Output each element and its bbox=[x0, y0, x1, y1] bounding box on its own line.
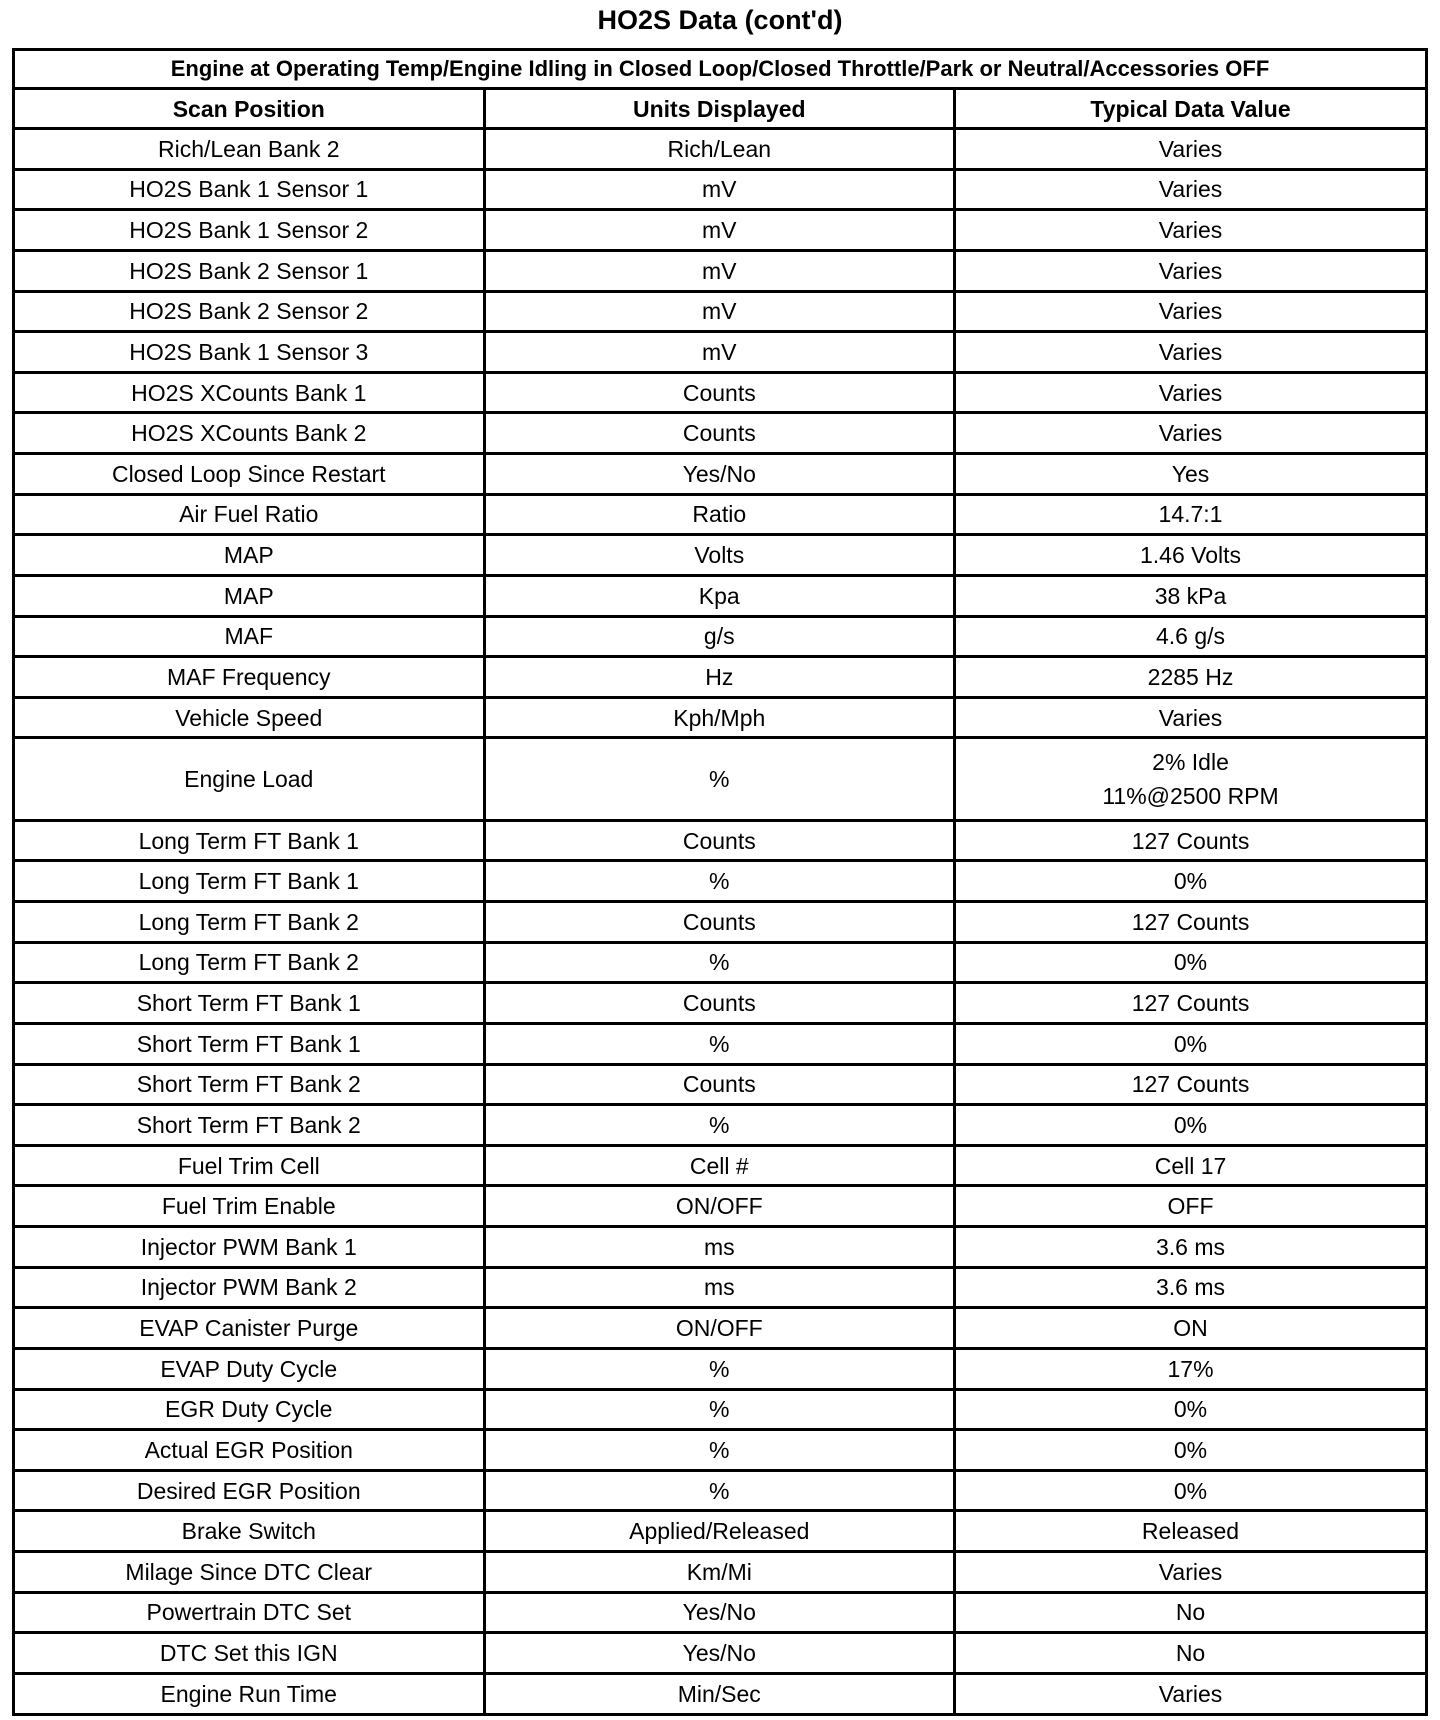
cell-units-displayed: ON/OFF bbox=[484, 1186, 955, 1227]
table-row bbox=[14, 738, 1427, 820]
table-row bbox=[14, 210, 1427, 251]
cell-units-displayed: mV bbox=[484, 169, 955, 210]
cell-units-displayed: Kpa bbox=[484, 575, 955, 616]
cell-scan-position: EVAP Canister Purge bbox=[14, 1308, 485, 1349]
cell-typical-value: 2285 Hz bbox=[955, 657, 1427, 698]
table-row bbox=[14, 820, 1427, 861]
table-row bbox=[14, 1348, 1427, 1389]
cell-scan-position: HO2S Bank 1 Sensor 3 bbox=[14, 332, 485, 373]
cell-scan-position: Vehicle Speed bbox=[14, 697, 485, 738]
cell-units-displayed: Yes/No bbox=[484, 1633, 955, 1674]
ho2s-data-table bbox=[12, 48, 1428, 1716]
cell-units-displayed: Counts bbox=[484, 983, 955, 1024]
table-row bbox=[14, 535, 1427, 576]
cell-scan-position: Long Term FT Bank 2 bbox=[14, 942, 485, 983]
cell-units-displayed: % bbox=[484, 1430, 955, 1471]
table-row bbox=[14, 291, 1427, 332]
cell-scan-position: Injector PWM Bank 2 bbox=[14, 1267, 485, 1308]
cell-scan-position: Short Term FT Bank 2 bbox=[14, 1105, 485, 1146]
cell-scan-position: HO2S Bank 2 Sensor 2 bbox=[14, 291, 485, 332]
cell-units-displayed: % bbox=[484, 1470, 955, 1511]
cell-typical-value: 4.6 g/s bbox=[955, 616, 1427, 657]
cell-typical-value: Varies bbox=[955, 210, 1427, 251]
cell-scan-position: Actual EGR Position bbox=[14, 1430, 485, 1471]
condition-row bbox=[14, 50, 1427, 89]
cell-typical-value: 127 Counts bbox=[955, 902, 1427, 943]
cell-typical-value: 0% bbox=[955, 1470, 1427, 1511]
cell-scan-position: MAF bbox=[14, 616, 485, 657]
table-row bbox=[14, 1430, 1427, 1471]
cell-typical-value: 0% bbox=[955, 1389, 1427, 1430]
table-row bbox=[14, 494, 1427, 535]
cell-scan-position: DTC Set this IGN bbox=[14, 1633, 485, 1674]
cell-scan-position: MAF Frequency bbox=[14, 657, 485, 698]
column-header-scan-position: Scan Position bbox=[14, 89, 485, 129]
cell-typical-value: 127 Counts bbox=[955, 820, 1427, 861]
cell-units-displayed: % bbox=[484, 738, 955, 820]
cell-typical-value: 127 Counts bbox=[955, 1064, 1427, 1105]
cell-units-displayed: Counts bbox=[484, 1064, 955, 1105]
cell-scan-position: Desired EGR Position bbox=[14, 1470, 485, 1511]
cell-units-displayed: % bbox=[484, 861, 955, 902]
cell-scan-position: Short Term FT Bank 1 bbox=[14, 983, 485, 1024]
cell-typical-value: Varies bbox=[955, 1552, 1427, 1593]
table-row bbox=[14, 1105, 1427, 1146]
cell-typical-value-line: 11%@2500 RPM bbox=[1102, 783, 1279, 810]
cell-units-displayed: Min/Sec bbox=[484, 1673, 955, 1714]
cell-units-displayed: g/s bbox=[484, 616, 955, 657]
cell-units-displayed: Counts bbox=[484, 820, 955, 861]
column-header-row bbox=[14, 89, 1427, 129]
cell-scan-position: Engine Run Time bbox=[14, 1673, 485, 1714]
table-row bbox=[14, 250, 1427, 291]
cell-typical-value: 0% bbox=[955, 861, 1427, 902]
condition-text: Engine at Operating Temp/Engine Idling in Closed Loop/Closed Throttle/Park or Neutral/Accessories OFF bbox=[14, 50, 1427, 89]
page-title: HO2S Data (cont'd) bbox=[597, 5, 843, 35]
table-row bbox=[14, 1064, 1427, 1105]
table-row bbox=[14, 575, 1427, 616]
cell-typical-value: 38 kPa bbox=[955, 575, 1427, 616]
cell-scan-position: MAP bbox=[14, 535, 485, 576]
cell-typical-value: 0% bbox=[955, 1430, 1427, 1471]
cell-scan-position: Fuel Trim Enable bbox=[14, 1186, 485, 1227]
cell-typical-value: Varies bbox=[955, 169, 1427, 210]
cell-units-displayed: % bbox=[484, 942, 955, 983]
cell-scan-position: Closed Loop Since Restart bbox=[14, 454, 485, 495]
cell-units-displayed: Counts bbox=[484, 902, 955, 943]
cell-units-displayed: Rich/Lean bbox=[484, 129, 955, 170]
table-row bbox=[14, 1633, 1427, 1674]
cell-scan-position: Injector PWM Bank 1 bbox=[14, 1227, 485, 1268]
table-row bbox=[14, 1227, 1427, 1268]
cell-units-displayed: % bbox=[484, 1348, 955, 1389]
cell-units-displayed: Counts bbox=[484, 372, 955, 413]
cell-scan-position: Brake Switch bbox=[14, 1511, 485, 1552]
cell-typical-value bbox=[955, 738, 1427, 820]
cell-scan-position: MAP bbox=[14, 575, 485, 616]
cell-units-displayed: Kph/Mph bbox=[484, 697, 955, 738]
table-row bbox=[14, 697, 1427, 738]
cell-units-displayed: Ratio bbox=[484, 494, 955, 535]
cell-units-displayed: ms bbox=[484, 1267, 955, 1308]
cell-typical-value: Varies bbox=[955, 372, 1427, 413]
cell-typical-value-line: 2% Idle bbox=[1152, 749, 1229, 776]
cell-typical-value: Varies bbox=[955, 332, 1427, 373]
cell-units-displayed: ON/OFF bbox=[484, 1308, 955, 1349]
cell-typical-value: Varies bbox=[955, 697, 1427, 738]
table-row bbox=[14, 616, 1427, 657]
cell-typical-value: Varies bbox=[955, 1673, 1427, 1714]
table-row bbox=[14, 942, 1427, 983]
cell-typical-value: 0% bbox=[955, 942, 1427, 983]
cell-scan-position: HO2S Bank 1 Sensor 2 bbox=[14, 210, 485, 251]
table-row bbox=[14, 332, 1427, 373]
cell-units-displayed: Cell # bbox=[484, 1145, 955, 1186]
cell-typical-value: 14.7:1 bbox=[955, 494, 1427, 535]
cell-scan-position: Air Fuel Ratio bbox=[14, 494, 485, 535]
table-row bbox=[14, 861, 1427, 902]
cell-scan-position: HO2S Bank 1 Sensor 1 bbox=[14, 169, 485, 210]
cell-scan-position: Long Term FT Bank 1 bbox=[14, 820, 485, 861]
cell-typical-value: No bbox=[955, 1633, 1427, 1674]
cell-typical-value: 127 Counts bbox=[955, 983, 1427, 1024]
table-row bbox=[14, 129, 1427, 170]
cell-typical-value: Yes bbox=[955, 454, 1427, 495]
cell-scan-position: Short Term FT Bank 1 bbox=[14, 1023, 485, 1064]
cell-typical-value: No bbox=[955, 1592, 1427, 1633]
cell-typical-value: 3.6 ms bbox=[955, 1267, 1427, 1308]
table-row bbox=[14, 413, 1427, 454]
cell-scan-position: HO2S XCounts Bank 1 bbox=[14, 372, 485, 413]
cell-scan-position: Long Term FT Bank 1 bbox=[14, 861, 485, 902]
cell-units-displayed: ms bbox=[484, 1227, 955, 1268]
cell-units-displayed: % bbox=[484, 1023, 955, 1064]
table-row bbox=[14, 1145, 1427, 1186]
table-row bbox=[14, 1470, 1427, 1511]
cell-units-displayed: Counts bbox=[484, 413, 955, 454]
cell-units-displayed: mV bbox=[484, 250, 955, 291]
cell-typical-value: 0% bbox=[955, 1023, 1427, 1064]
cell-scan-position: Short Term FT Bank 2 bbox=[14, 1064, 485, 1105]
cell-units-displayed: mV bbox=[484, 210, 955, 251]
table-row bbox=[14, 902, 1427, 943]
table-row bbox=[14, 1308, 1427, 1349]
table-row bbox=[14, 1673, 1427, 1714]
cell-typical-value: Varies bbox=[955, 129, 1427, 170]
column-header-units-displayed: Units Displayed bbox=[484, 89, 955, 129]
column-header-typical-value: Typical Data Value bbox=[955, 89, 1427, 129]
cell-typical-value: 3.6 ms bbox=[955, 1227, 1427, 1268]
cell-scan-position: Long Term FT Bank 2 bbox=[14, 902, 485, 943]
cell-scan-position: Rich/Lean Bank 2 bbox=[14, 129, 485, 170]
cell-scan-position: EGR Duty Cycle bbox=[14, 1389, 485, 1430]
cell-typical-value: Varies bbox=[955, 413, 1427, 454]
cell-units-displayed: Yes/No bbox=[484, 454, 955, 495]
table-row bbox=[14, 169, 1427, 210]
cell-typical-value: OFF bbox=[955, 1186, 1427, 1227]
cell-units-displayed: Yes/No bbox=[484, 1592, 955, 1633]
cell-scan-position: HO2S Bank 2 Sensor 1 bbox=[14, 250, 485, 291]
cell-typical-value: Varies bbox=[955, 291, 1427, 332]
table-row bbox=[14, 1511, 1427, 1552]
cell-typical-value: Varies bbox=[955, 250, 1427, 291]
cell-units-displayed: Hz bbox=[484, 657, 955, 698]
cell-units-displayed: Volts bbox=[484, 535, 955, 576]
cell-scan-position: Milage Since DTC Clear bbox=[14, 1552, 485, 1593]
cell-typical-value: Released bbox=[955, 1511, 1427, 1552]
cell-scan-position: Engine Load bbox=[14, 738, 485, 820]
table-row bbox=[14, 454, 1427, 495]
table-body bbox=[14, 129, 1427, 1715]
cell-typical-value: 0% bbox=[955, 1105, 1427, 1146]
table-row bbox=[14, 1023, 1427, 1064]
cell-typical-value: 1.46 Volts bbox=[955, 535, 1427, 576]
cell-units-displayed: mV bbox=[484, 291, 955, 332]
table-row bbox=[14, 1186, 1427, 1227]
table-row bbox=[14, 1389, 1427, 1430]
table-row bbox=[14, 1552, 1427, 1593]
cell-units-displayed: % bbox=[484, 1389, 955, 1430]
cell-units-displayed: Applied/Released bbox=[484, 1511, 955, 1552]
cell-units-displayed: Km/Mi bbox=[484, 1552, 955, 1593]
cell-typical-value: ON bbox=[955, 1308, 1427, 1349]
cell-units-displayed: % bbox=[484, 1105, 955, 1146]
table-row bbox=[14, 983, 1427, 1024]
cell-scan-position: Fuel Trim Cell bbox=[14, 1145, 485, 1186]
table-row bbox=[14, 372, 1427, 413]
table-row bbox=[14, 1592, 1427, 1633]
cell-typical-value: 17% bbox=[955, 1348, 1427, 1389]
table-row bbox=[14, 1267, 1427, 1308]
cell-scan-position: Powertrain DTC Set bbox=[14, 1592, 485, 1633]
cell-typical-value: Cell 17 bbox=[955, 1145, 1427, 1186]
cell-scan-position: HO2S XCounts Bank 2 bbox=[14, 413, 485, 454]
table-row bbox=[14, 657, 1427, 698]
cell-units-displayed: mV bbox=[484, 332, 955, 373]
cell-scan-position: EVAP Duty Cycle bbox=[14, 1348, 485, 1389]
